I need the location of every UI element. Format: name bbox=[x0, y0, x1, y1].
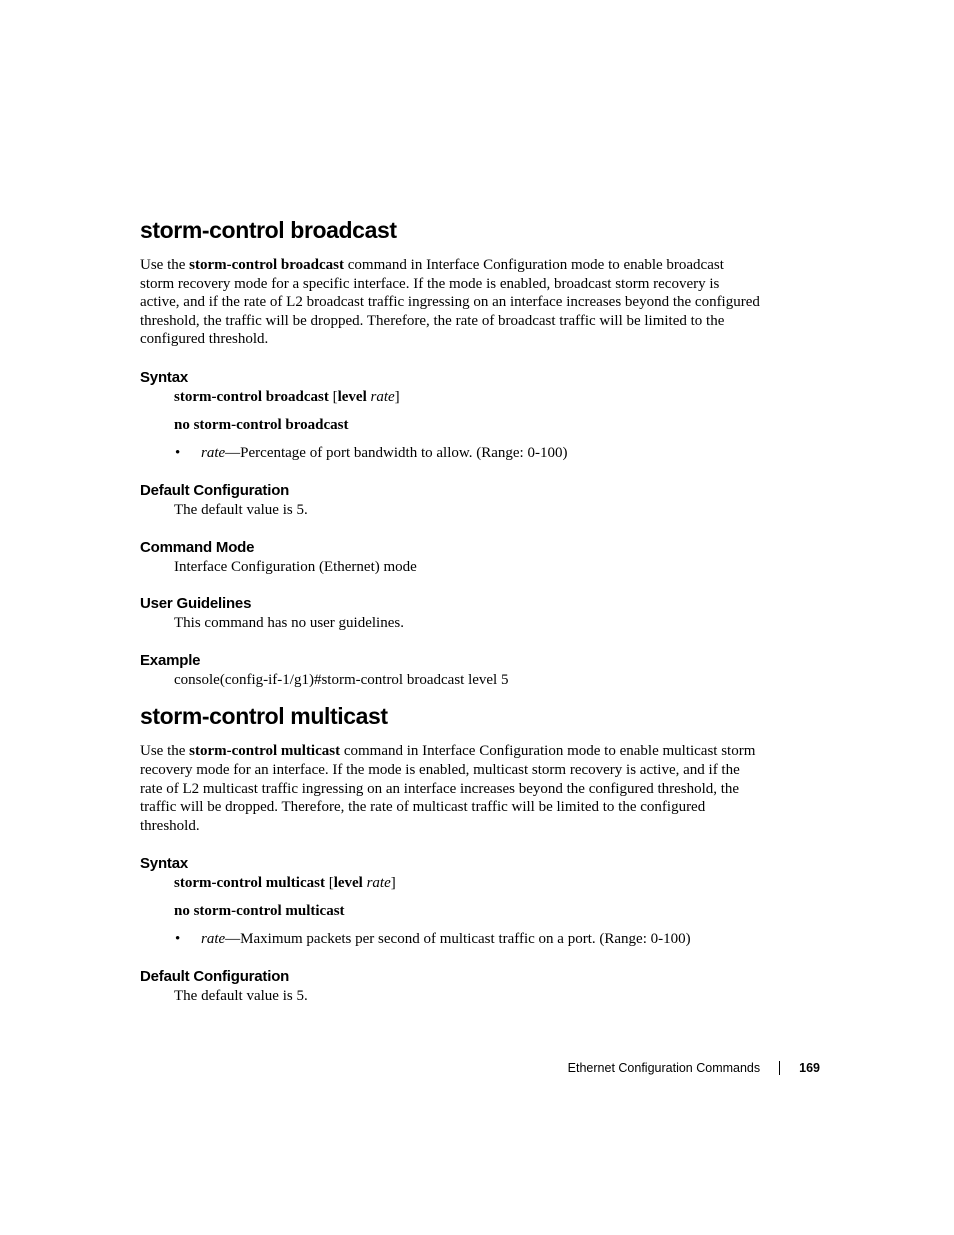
command-name: storm-control broadcast bbox=[189, 257, 344, 273]
section-title: storm-control broadcast bbox=[140, 217, 397, 243]
default-config-heading: Default Configuration bbox=[140, 481, 290, 499]
command-name: storm-control multicast bbox=[189, 743, 341, 760]
syntax-heading: Syntax bbox=[140, 855, 188, 873]
example-text: console(config-if-1/g1)#storm-control broadcast level 5 bbox=[174, 671, 509, 688]
user-guidelines-text: This command has no user guidelines. bbox=[174, 615, 404, 632]
syntax-no-line: no storm-control broadcast bbox=[174, 416, 349, 433]
syntax-line: storm-control broadcast [level rate] bbox=[174, 388, 400, 405]
syntax-no-line: no storm-control multicast bbox=[174, 903, 345, 920]
section-storm-control-multicast bbox=[140, 699, 760, 1006]
bullet-glyph: • bbox=[175, 444, 181, 461]
section-title: storm-control multicast bbox=[140, 703, 388, 730]
chapter-title: Ethernet Configuration Commands bbox=[567, 1061, 761, 1075]
page-number: 169 bbox=[799, 1061, 820, 1075]
syntax-line: storm-control multicast [level rate] bbox=[174, 875, 396, 892]
default-config-text: The default value is 5. bbox=[174, 501, 308, 518]
page-content bbox=[140, 213, 760, 1006]
command-mode-heading: Command Mode bbox=[140, 538, 255, 556]
user-guidelines-heading: User Guidelines bbox=[140, 595, 252, 613]
description: Use the storm-control broadcast command in Interface Configuration mode to enable broadcast storm recovery mode for a specific interface. If the mode is enabled, broadcast storm recovery is active, and if the rate of L2 broadcast traffic ingressing on an interface increases beyond the configured threshold, the traffic will be dropped. Therefore, the rate of broadcast traffic will be limited to the configured threshold. bbox=[140, 257, 760, 348]
footer-divider bbox=[779, 1061, 780, 1075]
page-footer bbox=[568, 1061, 820, 1075]
section-storm-control-broadcast bbox=[140, 213, 760, 689]
example-heading: Example bbox=[140, 651, 201, 669]
default-config-text: The default value is 5. bbox=[174, 988, 308, 1005]
command-mode-text: Interface Configuration (Ethernet) mode bbox=[174, 558, 417, 575]
syntax-heading: Syntax bbox=[140, 368, 188, 386]
parameter-bullet: • rate—Maximum packets per second of multicast traffic on a port. (Range: 0-100) bbox=[175, 931, 691, 948]
parameter-bullet: • rate—Percentage of port bandwidth to allow. (Range: 0-100) bbox=[175, 444, 568, 461]
description: Use the storm-control multicast command in Interface Configuration mode to enable multicast storm recovery mode for an interface. If the mode is enabled, multicast storm recovery is active, and if the rate of L2 multicast traffic ingressing on an interface increases beyond the configured threshold, the traffic will be dropped. Therefore, the rate of multicast traffic will be limited to the configured threshold. bbox=[140, 743, 756, 834]
default-config-heading: Default Configuration bbox=[140, 968, 290, 986]
bullet-glyph: • bbox=[175, 931, 181, 948]
